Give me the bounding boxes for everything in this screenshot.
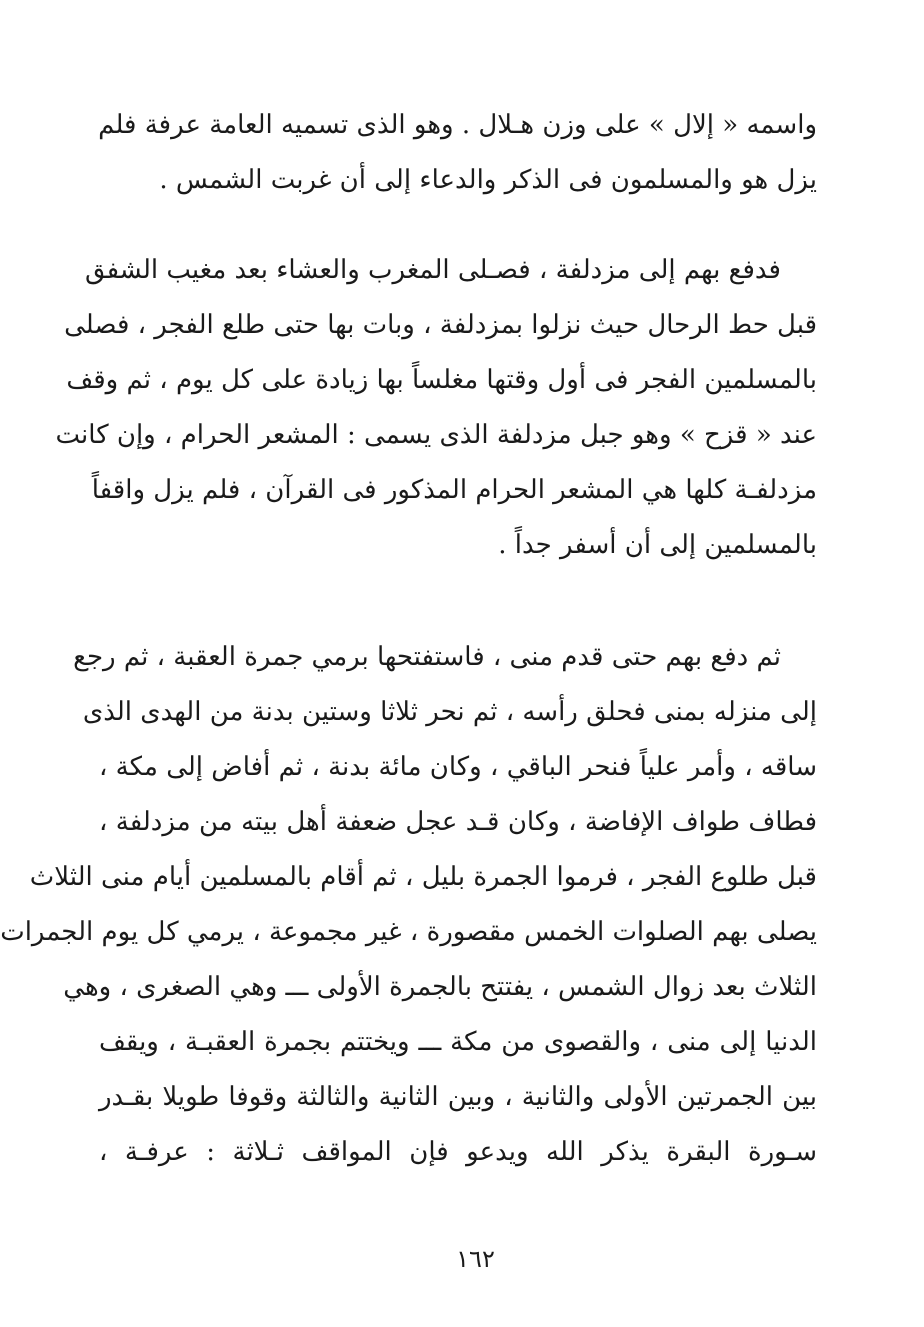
- text-line: بالمسلمين إلى أن أسفر جداً .: [498, 530, 817, 560]
- text-line: الدنيا إلى منى ، والقصوى من مكة ـــ ويختتم بجمرة العقبـة ، ويقف: [99, 1027, 817, 1057]
- text-line: واسمه « إلال » على وزن هـلال . وهو الذى تسميه العامة عرفة فلم: [98, 110, 817, 140]
- paragraph-2: [55, 243, 817, 573]
- text-line: بالمسلمين الفجر فى أول وقتها مغلساً بها زيادة على كل يوم ، ثم وقف: [66, 365, 817, 395]
- paragraph-3: [0, 630, 817, 1180]
- text-line: عند « قزح » وهو جبل مزدلفة الذى يسمى : المشعر الحرام ، وإن كانت: [55, 420, 817, 450]
- text-line: قبل طلوع الفجر ، فرموا الجمرة بليل ، ثم أقام بالمسلمين أيام منى الثلاث: [29, 862, 817, 892]
- text-line: يصلى بهم الصلوات الخمس مقصورة ، غير مجموعة ، يرمي كل يوم الجمرات: [0, 917, 817, 947]
- text-line: قبل حط الرحال حيث نزلوا بمزدلفة ، وبات بها حتى طلع الفجر ، فصلى: [64, 310, 817, 340]
- text-line: ثم دفع بهم حتى قدم منى ، فاستفتحها برمي جمرة العقبة ، ثم رجع: [73, 642, 781, 672]
- text-line: سـورة البقرة يذكر الله ويدعو فإن المواقف ثـلاثة : عرفـة ،: [99, 1137, 817, 1167]
- text-line: بين الجمرتين الأولى والثانية ، وبين الثانية والثالثة وقوفا طويلا بقـدر: [99, 1082, 817, 1112]
- page-number: ١٦٢: [456, 1245, 495, 1273]
- text-line: إلى منزله بمنى فحلق رأسه ، ثم نحر ثلاثا وستين بدنة من الهدى الذى: [82, 697, 817, 727]
- text-line: فدفع بهم إلى مزدلفة ، فصـلى المغرب والعشاء بعد مغيب الشفق: [84, 255, 781, 285]
- text-line: ساقه ، وأمر علياً فنحر الباقي ، وكان مائة بدنة ، ثم أفاض إلى مكة ،: [99, 752, 817, 782]
- text-line: الثلاث بعد زوال الشمس ، يفتتح بالجمرة الأولى ـــ وهي الصغرى ، وهي: [63, 972, 817, 1002]
- paragraph-1: [99, 98, 817, 208]
- text-line: فطاف طواف الإفاضة ، وكان قـد عجل ضعفة أهل بيته من مزدلفة ،: [99, 807, 817, 837]
- text-line: يزل هو والمسلمون فى الذكر والدعاء إلى أن غربت الشمس .: [159, 165, 817, 195]
- text-line: مزدلفـة كلها هي المشعر الحرام المذكور فى القرآن ، فلم يزل واقفاً: [91, 475, 817, 505]
